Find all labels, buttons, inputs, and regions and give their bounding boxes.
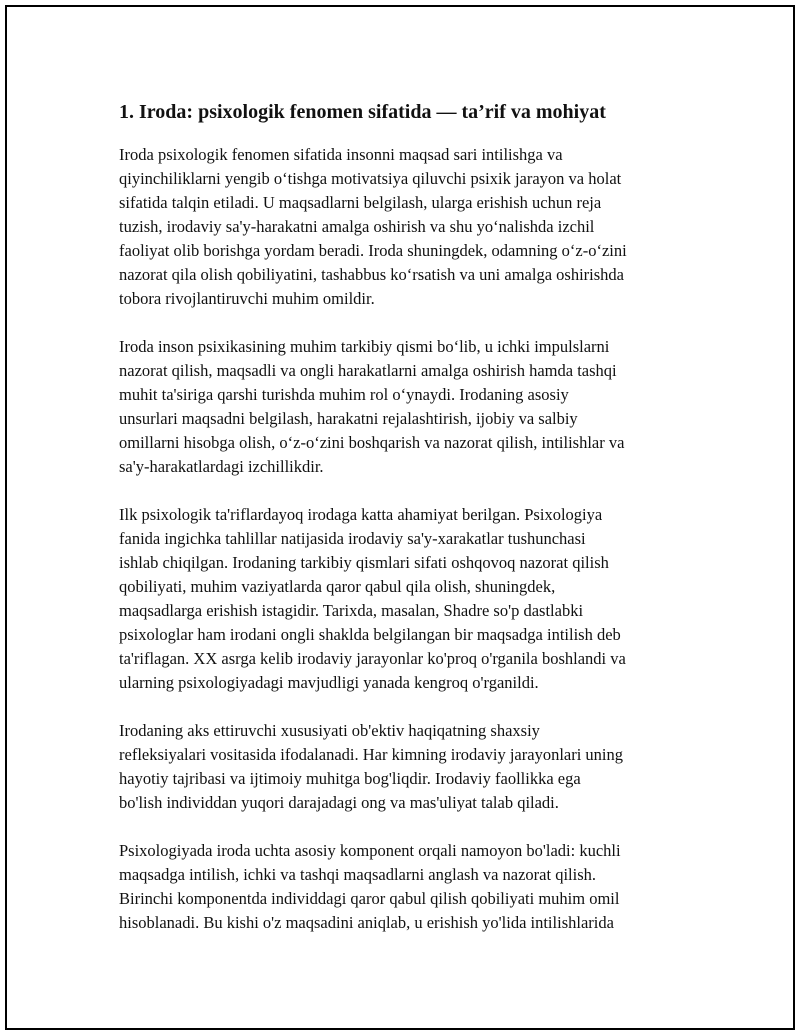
text-line: tuzish, irodaviy sa'y-harakatni amalga oshirish va shu yo‘nalishda izchil xyxy=(119,217,595,236)
text-line: omillarni hisobga olish, o‘z-o‘zini boshqarish va nazorat qilish, intilishlar va xyxy=(119,433,625,452)
text-line: faoliyat olib borishga yordam beradi. Iroda shuningdek, odamning o‘z-o‘zini xyxy=(119,241,627,260)
text-line: sifatida talqin etiladi. U maqsadlarni belgilash, ularga erishish uchun reja xyxy=(119,193,602,212)
text-line: Irodaning aks ettiruvchi xususiyati ob'ektiv haqiqatning shaxsiy xyxy=(119,721,540,740)
text-line: Ilk psixologik ta'riflardayoq irodaga katta ahamiyat berilgan. Psixologiya xyxy=(119,505,603,524)
text-line: Psixologiyada iroda uchta asosiy komponent orqali namoyon bo'ladi: kuchli xyxy=(119,841,621,860)
text-line: psixologlar ham irodani ongli shaklda belgilangan bir maqsadga intilish deb xyxy=(119,625,621,644)
text-line: maqsadlarga erishish istagidir. Tarixda, masalan, Shadre so'p dastlabki xyxy=(119,601,584,620)
paragraph xyxy=(119,143,699,311)
text-line: bo'lish individdan yuqori darajadagi ong va mas'uliyat talab qiladi. xyxy=(119,793,559,812)
text-line: fanida ingichka tahlillar natijasida irodaviy sa'y-xarakatlar tushunchasi xyxy=(119,529,586,548)
text-line: unsurlari maqsadni belgilash, harakatni rejalashtirish, ijobiy va salbiy xyxy=(119,409,578,428)
text-line: Iroda psixologik fenomen sifatida insonni maqsad sari intilishga va xyxy=(119,145,563,164)
text-line: sa'y-harakatlardagi izchillikdir. xyxy=(119,457,324,476)
text-line: tobora rivojlantiruvchi muhim omildir. xyxy=(119,289,375,308)
text-line: hisoblanadi. Bu kishi o'z maqsadini aniqlab, u erishish yo'lida intilishlarida xyxy=(119,913,614,932)
document-page xyxy=(5,5,795,1030)
paragraph xyxy=(119,335,699,479)
text-line: muhit ta'siriga qarshi turishda muhim rol o‘ynaydi. Irodaning asosiy xyxy=(119,385,569,404)
paragraph xyxy=(119,503,699,695)
text-line: nazorat qilish, maqsadli va ongli harakatlarni amalga oshirish hamda tashqi xyxy=(119,361,617,380)
text-line: qiyinchiliklarni yengib o‘tishga motivatsiya qiluvchi psixik jarayon va holat xyxy=(119,169,622,188)
section-heading: 1. Iroda: psixologik fenomen sifatida — ta’rif va mohiyat xyxy=(119,101,606,123)
text-line: ishlab chiqilgan. Irodaning tarkibiy qismlari sifati oshqovoq nazorat qilish xyxy=(119,553,609,572)
text-line: ularning psixologiyadagi mavjudligi yanada kengroq o'rganildi. xyxy=(119,673,539,692)
text-line: ta'riflagan. XX asrga kelib irodaviy jarayonlar ko'proq o'rganila boshlandi va xyxy=(119,649,626,668)
text-line: nazorat qila olish qobiliyatini, tashabbus ko‘rsatish va uni amalga oshirishda xyxy=(119,265,624,284)
text-line: maqsadga intilish, ichki va tashqi maqsadlarni anglash va nazorat qilish. xyxy=(119,865,597,884)
paragraph xyxy=(119,719,699,815)
text-line: Birinchi komponentda individdagi qaror qabul qilish qobiliyati muhim omil xyxy=(119,889,620,908)
text-line: refleksiyalari vositasida ifodalanadi. Har kimning irodaviy jarayonlari uning xyxy=(119,745,624,764)
text-line: Iroda inson psixikasining muhim tarkibiy qismi bo‘lib, u ichki impulslarni xyxy=(119,337,610,356)
text-line: qobiliyati, muhim vaziyatlarda qaror qabul qila olish, shuningdek, xyxy=(119,577,556,596)
text-line: hayotiy tajribasi va ijtimoiy muhitga bog'liqdir. Irodaviy faollikka ega xyxy=(119,769,581,788)
document-content xyxy=(119,99,699,959)
paragraph xyxy=(119,839,699,935)
